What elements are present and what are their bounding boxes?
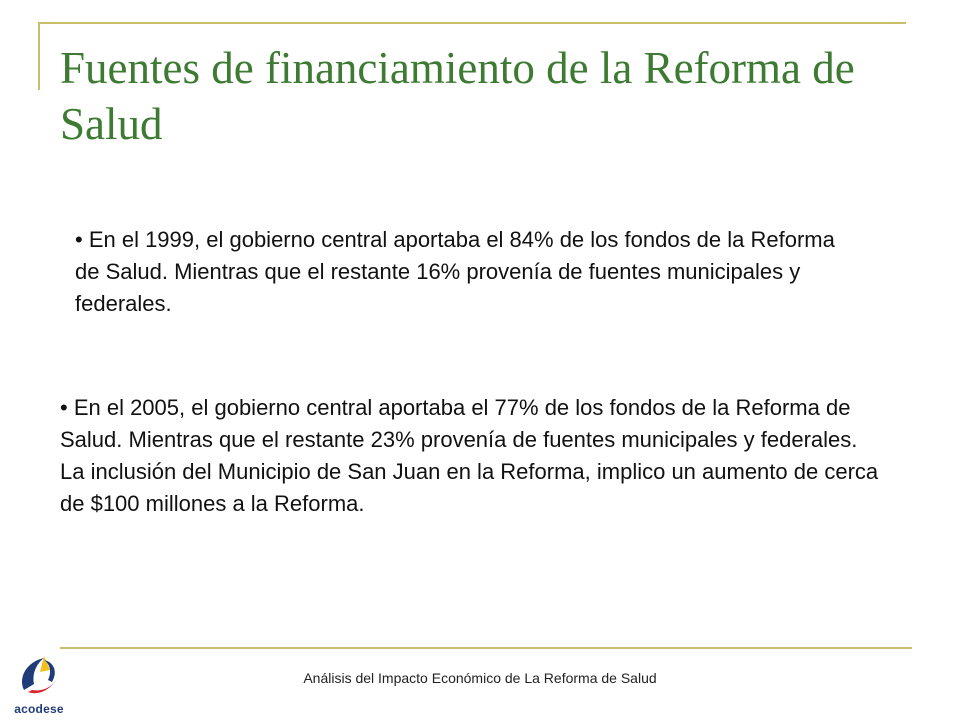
footer-caption: Análisis del Impacto Económico de La Reforma de Salud <box>303 670 657 686</box>
bullet-1999: • En el 1999, el gobierno central aportaba el 84% de los fondos de la Reforma de Salud. Mientras que el restante 16% provenía de fuentes municipales y federales. <box>75 227 835 316</box>
acodese-logo-icon <box>14 650 64 702</box>
acodese-logo <box>8 650 70 718</box>
logo-wordmark: acodese <box>14 702 64 716</box>
footer-rule <box>60 647 912 649</box>
bullet-2005: • En el 2005, el gobierno central aportaba el 77% de los fondos de la Reforma de Salud. Mientras que el restante 23% provenía de fuentes municipales y federales. La inclusión del Municipio de San Juan en la Reforma, implico un aumento de cerca de $100 millones a la Reforma. <box>60 395 879 516</box>
slide-title: Fuentes de financiamiento de la Reforma de Salud <box>60 43 855 149</box>
left-border-rule <box>38 22 40 90</box>
top-border-rule <box>38 22 906 24</box>
